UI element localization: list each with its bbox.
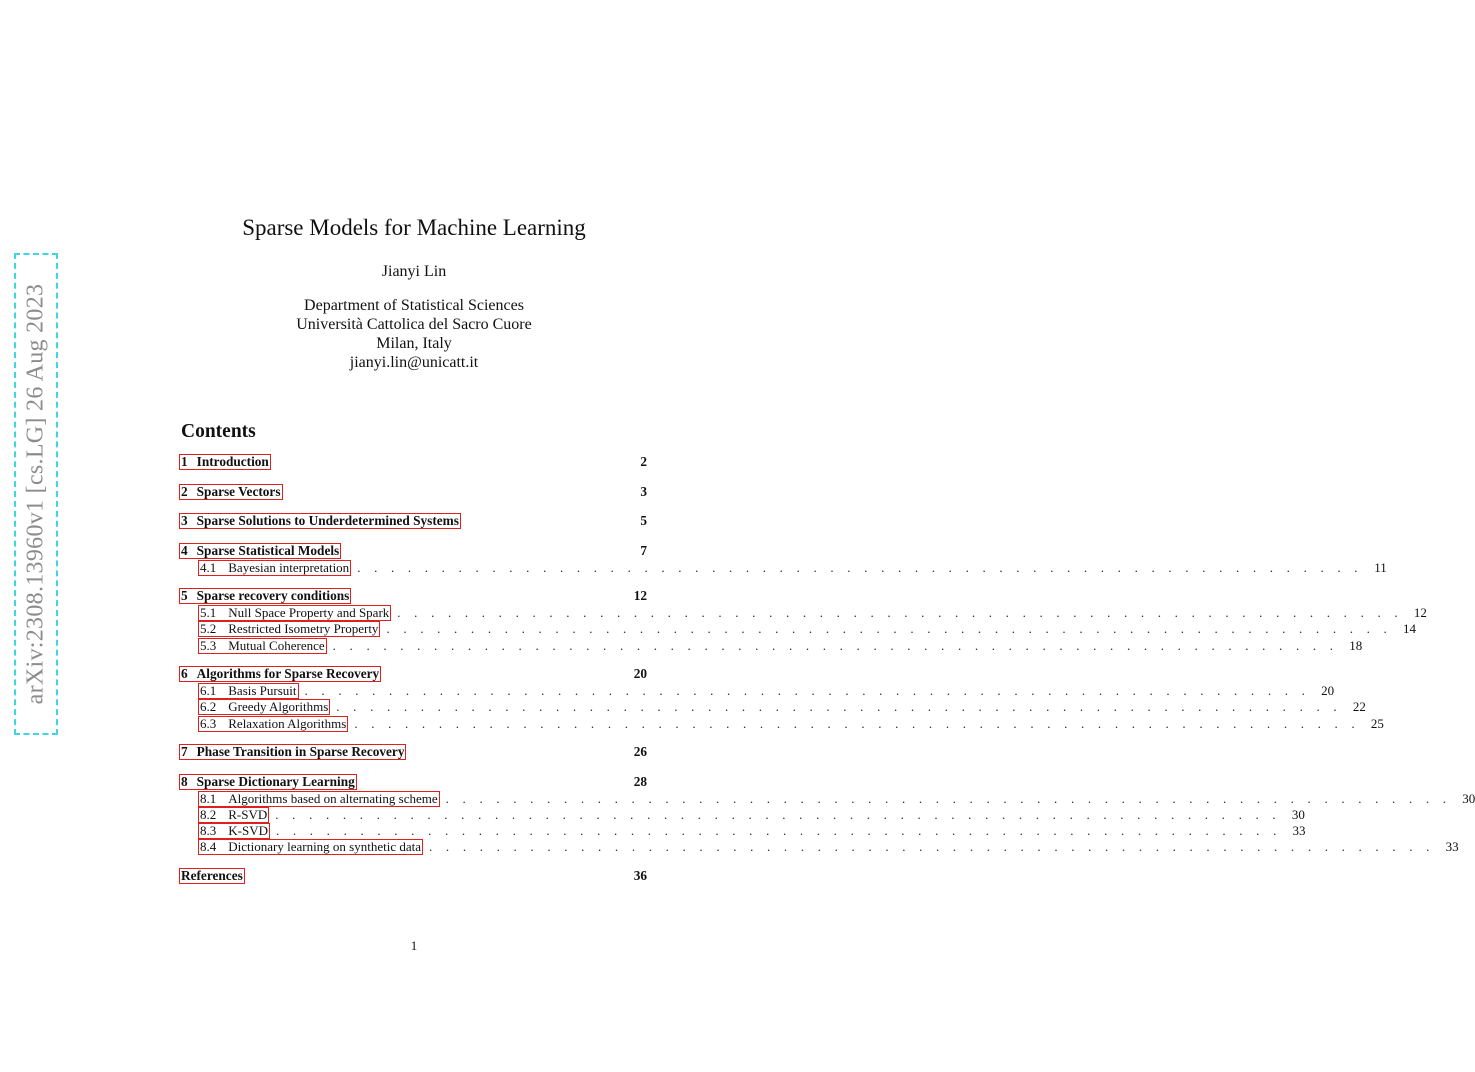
toc-section-row <box>181 543 647 560</box>
toc-section-link[interactable] <box>179 484 283 500</box>
dot-leader: . . . . . . . . . . . . . . . . . . . . . . . . . . . . . . . . . . . . . . . . . . . . . . . . . . . . . . . . . . . . <box>304 683 1311 699</box>
toc-section-number: 3 <box>181 513 188 528</box>
toc-section-link[interactable] <box>179 543 341 559</box>
toc-page-number: 7 <box>640 542 647 558</box>
toc-subsection-link[interactable] <box>198 807 269 823</box>
toc-section-row <box>181 744 647 761</box>
toc-subsection-title: Null Space Property and Spark <box>228 605 390 621</box>
toc-page-number: 30 <box>1291 807 1305 822</box>
toc-section-number: 1 <box>181 454 188 469</box>
toc-subsection-title: Algorithms based on alternating scheme <box>228 790 438 806</box>
toc-page-number: 33 <box>1445 839 1459 855</box>
toc-subsection-title: Relaxation Algorithms <box>228 715 347 731</box>
toc-page-number: 22 <box>1352 699 1366 715</box>
toc-section-row <box>181 868 647 885</box>
toc-section-link[interactable] <box>179 744 406 760</box>
toc-section-number: 2 <box>181 483 188 499</box>
toc-page-number: 30 <box>1462 790 1475 806</box>
toc-section-number: 7 <box>181 744 188 760</box>
toc-section-title: References <box>181 868 243 884</box>
dot-leader: . . . . . . . . . . . . . . . . . . . . . . . . . . . . . . . . . . . . . . . . . . . . . . . . . . . . . . . . . . . . <box>357 559 1363 575</box>
toc-page-number: 20 <box>633 666 647 682</box>
toc-subsection-row <box>181 839 1459 855</box>
toc-section-row <box>181 588 647 605</box>
dot-leader: . . . . . . . . . . . . . . . . . . . . . . . . . . . . . . . . . . . . . . . . . . . . . . . . . . . . . . . . . . . . <box>386 621 1392 637</box>
email[interactable]: jianyi.lin@unicatt.it <box>349 354 479 371</box>
toc-page-number: 20 <box>1321 683 1335 699</box>
toc-section-row <box>181 513 647 530</box>
toc-subsection-row <box>181 807 1305 823</box>
toc-subsection-title: K-SVD <box>228 823 268 839</box>
toc-subsection-row <box>181 715 1384 732</box>
toc-page-number: 2 <box>640 454 647 469</box>
toc-subsection-link[interactable] <box>198 683 299 699</box>
toc-page-number: 33 <box>1292 823 1306 839</box>
toc-section-title: Algorithms for Sparse Recovery <box>196 666 380 682</box>
toc-section-title: Sparse Statistical Models <box>196 542 340 558</box>
dot-leader: . . . . . . . . . . . . . . . . . . . . . . . . . . . . . . . . . . . . . . . . . . . . . . . . . . . . . . . . . . . . <box>332 637 1339 653</box>
toc-subsection-title: R-SVD <box>228 807 268 822</box>
dot-leader: . . . . . . . . . . . . . . . . . . . . . . . . . . . . . . . . . . . . . . . . . . . . . . . . . . . . . . . . . . . . <box>445 790 1452 806</box>
toc-page-number: 18 <box>1349 637 1363 653</box>
toc-page-number: 28 <box>633 773 647 789</box>
toc-subsection-row <box>181 823 1306 839</box>
toc-section-title: Sparse Vectors <box>196 483 281 499</box>
toc-subsection-link[interactable] <box>198 699 330 715</box>
toc-subsection-number: 4.1 <box>200 559 217 575</box>
university: Università Cattolica del Sacro Cuore <box>296 316 532 333</box>
toc-section-title: Sparse Solutions to Underdetermined Systems <box>196 513 459 528</box>
toc-section-title: Introduction <box>196 454 269 469</box>
toc-subsection-row <box>181 559 1387 576</box>
toc-subsection-link[interactable] <box>198 823 270 839</box>
toc-page-number: 5 <box>640 513 647 528</box>
dot-leader: . . . . . . . . . . . . . . . . . . . . . . . . . . . . . . . . . . . . . . . . . . . . . . . . . . . . . . . . . . . . <box>429 839 1435 855</box>
toc-page-number: 3 <box>640 483 647 499</box>
toc-subsection-number: 5.3 <box>200 637 217 653</box>
toc-page-number: 11 <box>1374 559 1387 575</box>
toc-subsection-link[interactable] <box>198 605 391 621</box>
toc-section-link[interactable] <box>179 513 461 529</box>
toc-section-link[interactable] <box>179 868 245 884</box>
toc-section-title: Sparse Dictionary Learning <box>196 773 355 789</box>
toc-subsection-row <box>181 790 1475 807</box>
toc-subsection-link[interactable] <box>198 560 351 576</box>
toc-page-number: 36 <box>633 868 647 884</box>
toc-subsection-title: Bayesian interpretation <box>228 559 350 575</box>
toc-subsection-title: Restricted Isometry Property <box>228 621 379 637</box>
page-number: 1 <box>410 938 418 953</box>
toc-section-row <box>181 484 647 501</box>
toc-subsection-link[interactable] <box>198 621 380 637</box>
toc-subsection-link[interactable] <box>198 638 327 654</box>
toc-section-row <box>181 774 647 791</box>
toc-subsection-number: 5.1 <box>200 605 217 621</box>
toc-section-row <box>181 666 647 683</box>
contents-heading: Contents <box>181 421 256 442</box>
dot-leader: . . . . . . . . . . . . . . . . . . . . . . . . . . . . . . . . . . . . . . . . . . . . . . . . . . . . . . . . . . . . <box>275 823 1282 839</box>
toc-subsection-link[interactable] <box>198 791 440 807</box>
toc-section-number: 4 <box>181 542 188 558</box>
toc-section-link[interactable] <box>179 454 271 470</box>
toc-section-row <box>181 454 647 471</box>
toc-subsection-title: Greedy Algorithms <box>228 699 329 715</box>
dot-leader: . . . . . . . . . . . . . . . . . . . . . . . . . . . . . . . . . . . . . . . . . . . . . . . . . . . . . . . . . . . . <box>336 699 1342 715</box>
toc-subsection-row <box>181 699 1366 715</box>
toc-subsection-number: 8.2 <box>200 807 217 822</box>
paper-title: Sparse Models for Machine Learning <box>242 215 586 240</box>
toc-subsection-title: Dictionary learning on synthetic data <box>228 839 422 855</box>
toc-page-number: 12 <box>1413 605 1427 621</box>
toc-subsection-number: 5.2 <box>200 621 217 637</box>
author-name: Jianyi Lin <box>381 263 447 280</box>
toc-section-title: Sparse recovery conditions <box>196 588 350 604</box>
toc-section-link[interactable] <box>179 774 357 790</box>
toc-section-number: 6 <box>181 666 188 682</box>
toc-subsection-title: Mutual Coherence <box>228 637 325 653</box>
toc-page-number: 14 <box>1403 621 1416 637</box>
toc-page-number: 25 <box>1370 715 1384 731</box>
toc-subsection-number: 8.1 <box>200 790 217 806</box>
dot-leader: . . . . . . . . . . . . . . . . . . . . . . . . . . . . . . . . . . . . . . . . . . . . . . . . . . . . . . . . . . . . <box>397 605 1403 621</box>
toc-subsection-link[interactable] <box>198 839 423 855</box>
toc-section-link[interactable] <box>179 666 381 682</box>
toc-subsection-number: 6.2 <box>200 699 217 715</box>
affiliation <box>0 296 828 372</box>
location: Milan, Italy <box>376 335 452 352</box>
toc-section-title: Phase Transition in Sparse Recovery <box>196 744 405 760</box>
toc-section-number: 8 <box>181 773 188 789</box>
toc-subsection-link[interactable] <box>198 716 348 732</box>
toc-subsection-number: 6.3 <box>200 715 217 731</box>
toc-subsection-number: 8.3 <box>200 823 217 839</box>
toc-subsection-row <box>181 621 1416 637</box>
dot-leader: . . . . . . . . . . . . . . . . . . . . . . . . . . . . . . . . . . . . . . . . . . . . . . . . . . . . . . . . . . . . <box>354 715 1360 731</box>
toc-subsection-row <box>181 605 1427 621</box>
toc-subsection-number: 8.4 <box>200 839 217 855</box>
dot-leader: . . . . . . . . . . . . . . . . . . . . . . . . . . . . . . . . . . . . . . . . . . . . . . . . . . . . . . . . . . . . <box>275 807 1281 822</box>
toc-page-number: 12 <box>633 588 647 604</box>
toc-section-link[interactable] <box>179 588 351 604</box>
arxiv-identifier[interactable]: arXiv:2308.13960v1 [cs.LG] 26 Aug 2023 <box>22 283 49 705</box>
toc-subsection-number: 6.1 <box>200 683 217 699</box>
toc-subsection-row <box>181 637 1363 654</box>
table-of-contents <box>181 454 1475 885</box>
department: Department of Statistical Sciences <box>304 297 524 314</box>
toc-section-number: 5 <box>181 588 188 604</box>
toc-subsection-row <box>181 683 1335 699</box>
toc-page-number: 26 <box>633 744 647 760</box>
toc-subsection-title: Basis Pursuit <box>228 683 297 699</box>
